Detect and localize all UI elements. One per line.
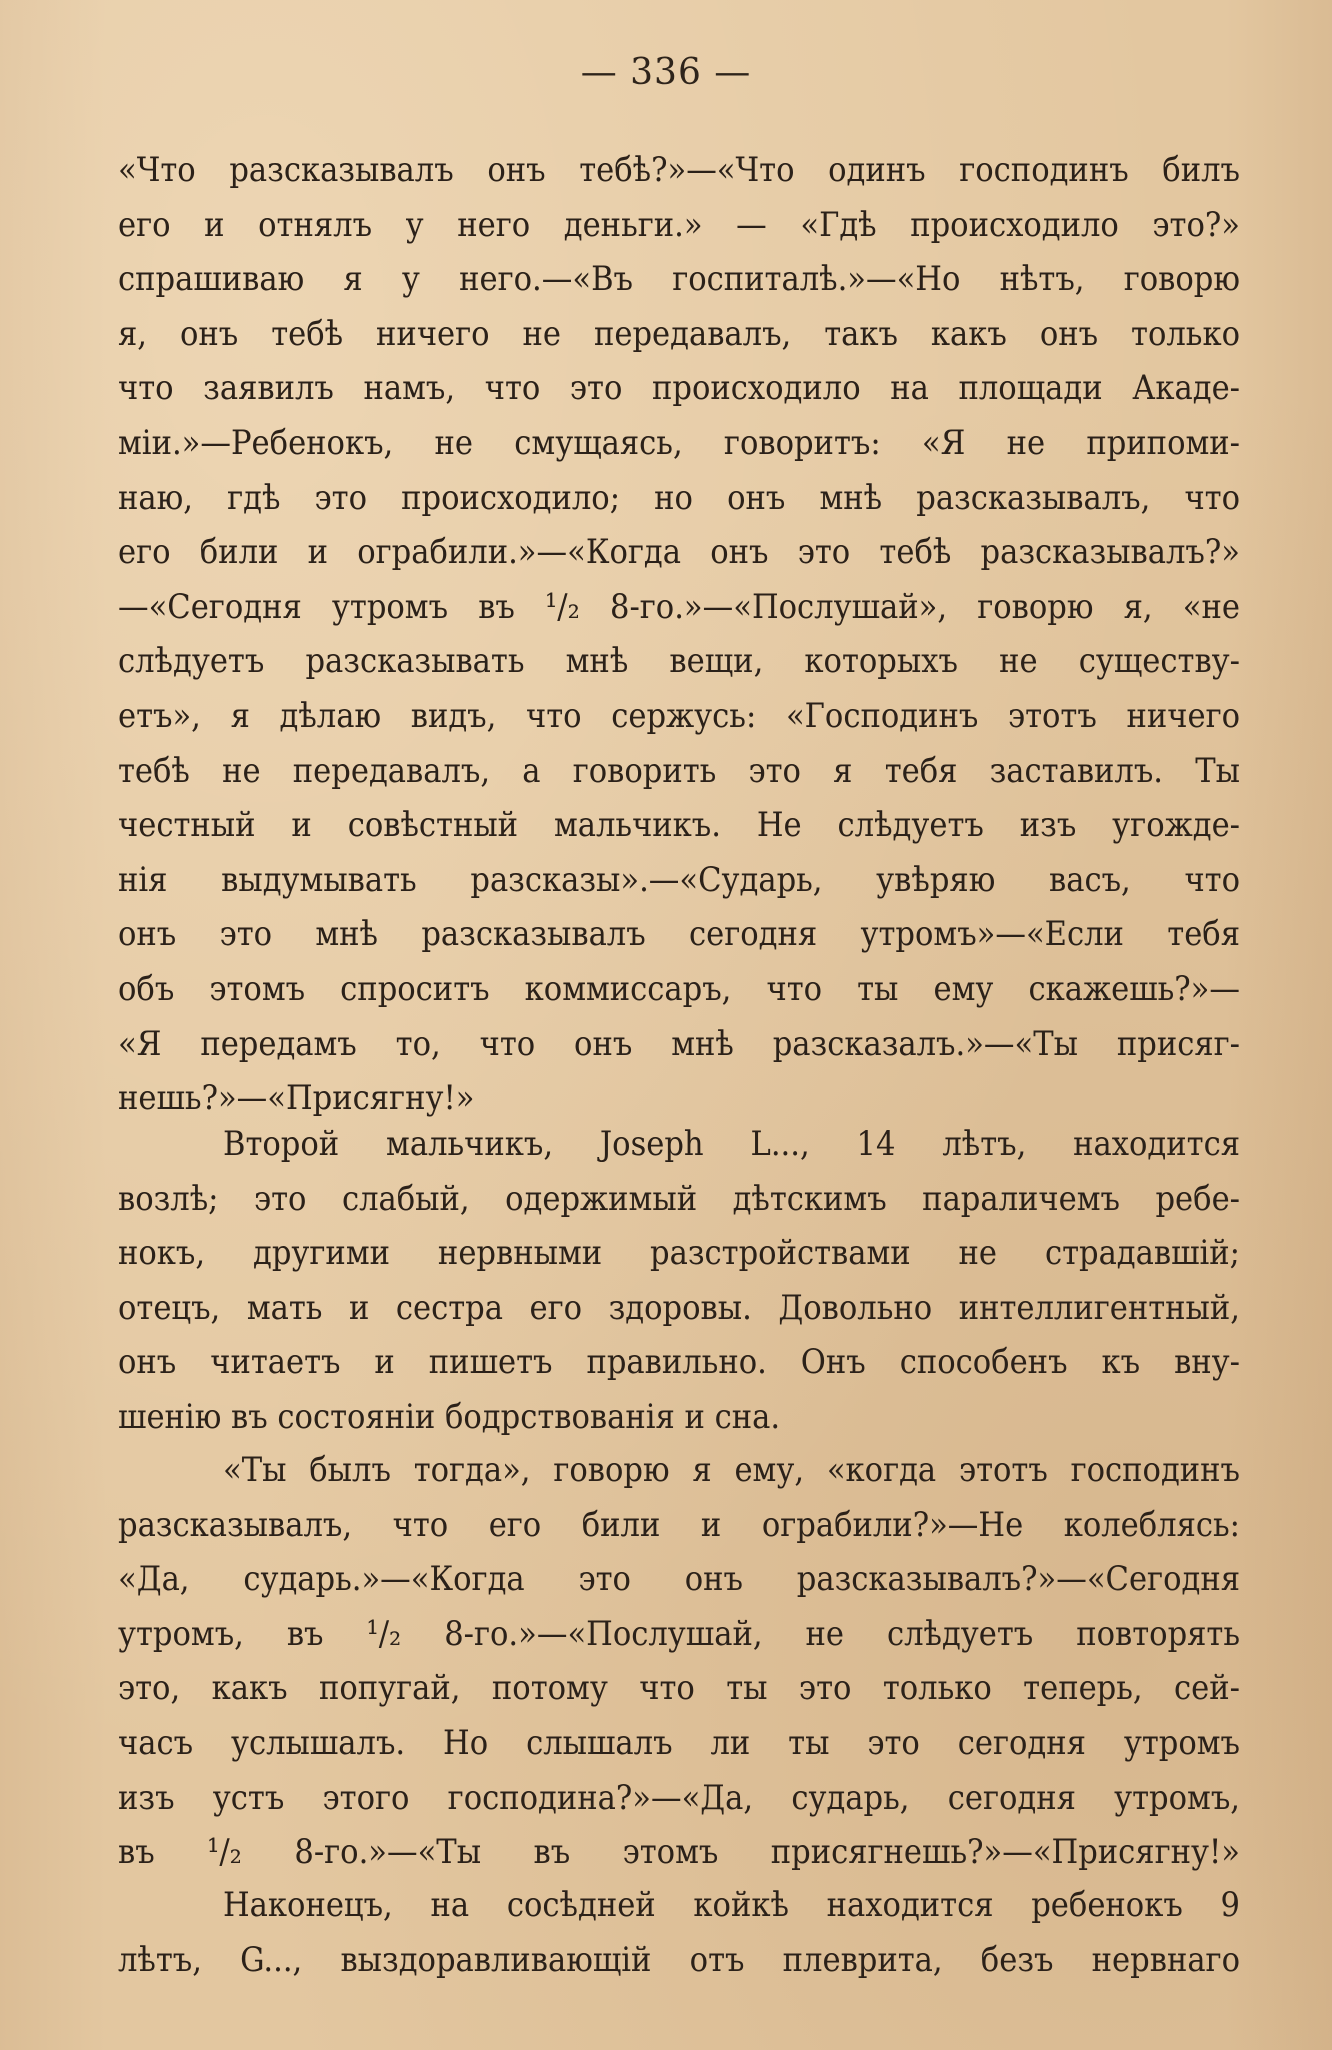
text-line: етъ», я дѣлаю видъ, что сержусь: «Господинъ этотъ ничего	[118, 695, 1240, 736]
text-line: изъ устъ этого господина?»—«Да, сударь, сегодня утромъ,	[118, 1777, 1240, 1818]
text-line: шенію въ состояніи бодрствованія и сна.	[118, 1396, 781, 1437]
paragraph-3	[118, 1443, 1240, 1880]
text-line: я, онъ тебѣ ничего не передавалъ, такъ какъ онъ только	[118, 313, 1240, 354]
text-line: слѣдуетъ разсказывать мнѣ вещи, которыхъ не существу-	[118, 641, 1240, 682]
text-line: тебѣ не передавалъ, а говорить это я тебя заставилъ. Ты	[118, 750, 1240, 791]
text-line: возлѣ; это слабый, одержимый дѣтскимъ параличемъ ребе-	[118, 1178, 1240, 1219]
text-line: честный и совѣстный мальчикъ. Не слѣдуетъ изъ угожде-	[118, 805, 1240, 846]
text-line: «Я передамъ то, что онъ мнѣ разсказалъ.»—«Ты присяг-	[118, 1023, 1240, 1064]
text-line: часъ услышалъ. Но слышалъ ли ты это сегодня утромъ	[118, 1722, 1240, 1763]
paragraph-4	[118, 1878, 1240, 1987]
text-line: нокъ, другими нервными разстройствами не страдавшій;	[118, 1233, 1240, 1274]
text-line: это, какъ попугай, потому что ты это только теперь, сей-	[118, 1668, 1240, 1709]
paragraph-2	[118, 1117, 1240, 1445]
text-line: Наконецъ, на сосѣдней койкѣ находится ребенокъ 9	[223, 1885, 1240, 1925]
text-line: «Что разсказывалъ онъ тебѣ?»—«Что одинъ господинъ билъ	[118, 150, 1240, 190]
text-line: утромъ, въ ¹/₂ 8-го.»—«Послушай, не слѣдуетъ повторять	[118, 1613, 1240, 1654]
text-line: его били и ограбили.»—«Когда онъ это тебѣ разсказывалъ?»	[118, 532, 1240, 573]
text-line: Второй мальчикъ, Joseph L..., 14 лѣтъ, находится	[223, 1124, 1240, 1164]
text-line: въ ¹/₂ 8-го.»—«Ты въ этомъ присягнешь?»—«Присягну!»	[118, 1832, 1240, 1873]
text-line: онъ читаетъ и пишетъ правильно. Онъ способенъ къ вну-	[118, 1342, 1240, 1383]
text-line: спрашиваю я у него.—«Въ госпиталѣ.»—«Но нѣтъ, говорю	[118, 259, 1240, 300]
page-number: — 336 —	[580, 52, 752, 93]
text-line: «Ты былъ тогда», говорю я ему, «когда этотъ господинъ	[223, 1450, 1240, 1490]
text-line: нешь?»—«Присягну!»	[118, 1078, 475, 1119]
text-line: —«Сегодня утромъ въ ¹/₂ 8-го.»—«Послушай», говорю я, «не	[118, 586, 1240, 627]
paragraph-1	[118, 143, 1240, 1126]
text-line: онъ это мнѣ разсказывалъ сегодня утромъ»—«Если тебя	[118, 914, 1240, 955]
text-line: объ этомъ спроситъ коммиссаръ, что ты ему скажешь?»—	[118, 968, 1240, 1009]
text-line: его и отнялъ у него деньги.» — «Гдѣ происходило это?»	[118, 204, 1240, 245]
text-line: «Да, сударь.»—«Когда это онъ разсказывалъ?»—«Сегодня	[118, 1559, 1240, 1600]
text-line: отецъ, мать и сестра его здоровы. Довольно интеллигентный,	[118, 1287, 1240, 1328]
text-line: міи.»—Ребенокъ, не смущаясь, говоритъ: «Я не припоми-	[118, 422, 1240, 463]
text-line: лѣтъ, G..., выздоравливающій отъ плеврита, безъ нервнаго	[118, 1939, 1240, 1980]
text-line: что заявилъ намъ, что это происходило на площади Акаде-	[118, 368, 1240, 409]
text-line: разсказывалъ, что его били и ограбили?»—Не колеблясь:	[118, 1504, 1240, 1545]
text-line: наю, гдѣ это происходило; но онъ мнѣ разсказывалъ, что	[118, 477, 1240, 518]
text-line: нія выдумывать разсказы».—«Сударь, увѣряю васъ, что	[118, 859, 1240, 900]
